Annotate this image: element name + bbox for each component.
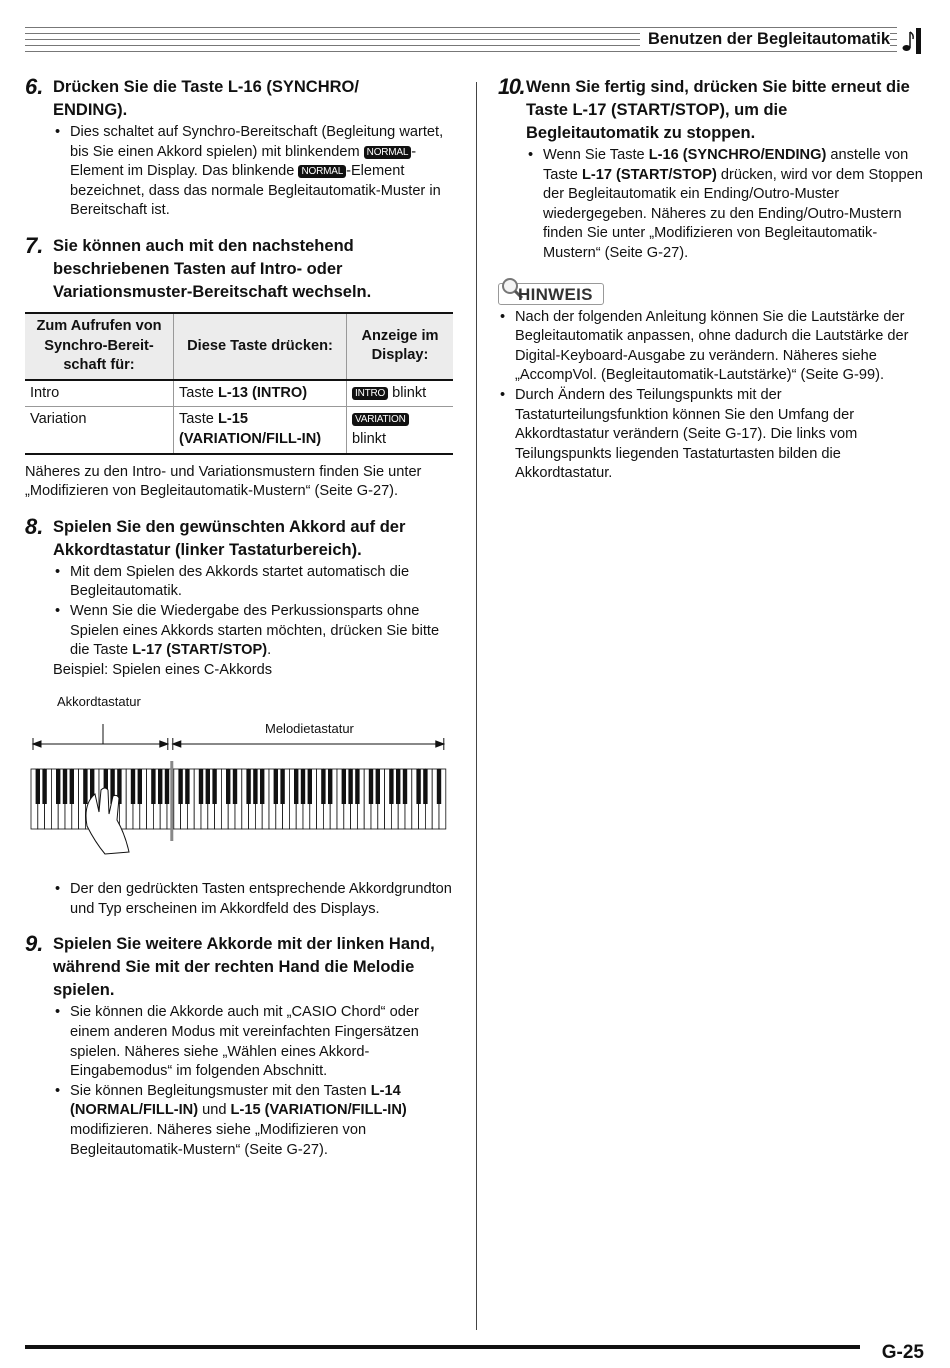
step-8	[25, 513, 455, 681]
list-item: • Der den gedrückten Tasten entsprechende Akkordgrundton und Typ erscheinen im Akkordfeld des Displays.	[53, 880, 455, 919]
black-key	[260, 769, 264, 804]
black-key	[246, 769, 250, 804]
black-key	[199, 769, 203, 804]
intro-variation-note: Näheres zu den Intro- und Variationsmustern finden Sie unter „Modifizieren von Begleitautomatik-Mustern“ (Seite G-27).	[25, 463, 422, 500]
step-number: 7.	[25, 232, 44, 258]
black-key	[280, 769, 284, 804]
step-title: Sie können auch mit den nachstehend beschriebenen Tasten auf Intro- oder Variationsmuster-Bereitschaft wechseln.	[53, 236, 372, 301]
black-key	[131, 769, 135, 804]
black-key	[70, 769, 74, 804]
right-column	[498, 76, 928, 484]
step-number: 9.	[25, 931, 44, 957]
melody-keyboard-label: Melodietastatur	[265, 721, 354, 737]
black-key	[348, 769, 352, 804]
list-item: • Wenn Sie die Wiedergabe des Perkussionsparts ohne Spielen eines Akkords starten möchten, drücken Sie bitte die Taste L-17 (START/STOP).	[53, 602, 455, 661]
table-header: Zum Aufrufen von Synchro-Bereit-schaft für:	[25, 313, 174, 380]
arrow-head	[173, 741, 181, 747]
step-6	[25, 76, 455, 221]
arrow-head	[436, 741, 444, 747]
table-row: Variation Taste L-15 (VARIATION/FILL-IN) VARIATION blinkt	[25, 407, 453, 454]
list-item: • Sie können die Akkorde auch mit „CASIO Chord“ oder einem anderen Modus mit vereinfachten Fingersätzen spielen. Näheres siehe „Wählen eines Akkord-Eingabemodus“ im folgenden Abschnitt.	[53, 1003, 455, 1081]
column-divider	[476, 82, 477, 1330]
table-header: Anzeige im Display:	[347, 313, 454, 380]
black-key	[437, 769, 441, 804]
black-key	[253, 769, 257, 804]
black-key	[178, 769, 182, 804]
step-10	[498, 76, 928, 264]
page-number: G-25	[881, 1342, 924, 1363]
black-key	[321, 769, 325, 804]
black-key	[42, 769, 46, 804]
step-number: 8.	[25, 513, 44, 539]
black-key	[342, 769, 346, 804]
black-key	[165, 769, 169, 804]
step-9	[25, 933, 455, 1160]
black-key	[185, 769, 189, 804]
keyboard-diagram	[25, 694, 455, 879]
step-title: Wenn Sie fertig sind, drücken Sie bitte erneut die Taste L-17 (START/STOP), um die Begleitautomatik zu stoppen.	[526, 78, 910, 142]
step-title: Spielen Sie weitere Akkorde mit der linken Hand, während Sie mit der rechten Hand die Melodie spielen.	[53, 935, 435, 1000]
step-title: Drücken Sie die Taste L-16 (SYNCHRO/ ENDING).	[53, 78, 359, 119]
list-item: • Mit dem Spielen des Akkords startet automatisch die Begleitautomatik.	[53, 563, 455, 602]
black-key	[56, 769, 60, 804]
black-key	[416, 769, 420, 804]
hinweis-label: HINWEIS	[518, 284, 593, 304]
black-key	[233, 769, 237, 804]
black-key	[308, 769, 312, 804]
step-number: 10.	[498, 74, 525, 99]
black-key	[226, 769, 230, 804]
intro-badge: INTRO	[352, 387, 388, 400]
black-key	[328, 769, 332, 804]
list-item: • Dies schaltet auf Synchro-Bereitschaft (Begleitung wartet, bis Sie einen Akkord spielen) mit blinkendem NORMAL -Element im Display. Das blinkende NORMAL -Element bezeichnet, dass das normale Begleitautomatik-Muster in Bereitschaft ist.	[53, 123, 455, 221]
step-number: 6.	[25, 74, 44, 99]
black-key	[212, 769, 216, 804]
arrow-head	[33, 741, 41, 747]
black-key	[158, 769, 162, 804]
chord-keyboard-label: Akkordtastatur	[57, 694, 141, 710]
step-title: Spielen Sie den gewünschten Akkord auf der Akkordtastatur (linker Tastaturbereich).	[53, 517, 406, 559]
left-column	[25, 76, 455, 1160]
black-key	[151, 769, 155, 804]
table-header: Diese Taste drücken:	[174, 313, 347, 380]
synchro-mode-table	[25, 312, 453, 455]
page-header-title: Benutzen der Begleitautomatik	[640, 30, 890, 49]
black-key	[423, 769, 427, 804]
normal-badge: NORMAL	[364, 146, 412, 159]
black-key	[63, 769, 67, 804]
black-key	[274, 769, 278, 804]
variation-badge: VARIATION	[352, 413, 409, 426]
music-note-icon	[898, 28, 922, 56]
list-item: • Wenn Sie Taste L-16 (SYNCHRO/ENDING) anstelle von Taste L-17 (START/STOP) drücken, wird vor dem Stoppen der Begleitautomatik ein Ending/Outro-Muster wiedergegeben. Näheres zu den Ending/Outro-Mustern finden Sie unter „Modifizieren von Begleitautomatik-Mustern“ (Seite G-27).	[526, 146, 928, 264]
black-key	[301, 769, 305, 804]
table-row: Intro Taste L-13 (INTRO) INTRO blinkt	[25, 380, 453, 407]
example-caption: Beispiel: Spielen eines C-Akkords	[53, 661, 273, 678]
black-key	[294, 769, 298, 804]
hinweis-heading	[498, 276, 928, 306]
list-item: • Sie können Begleitungsmuster mit den Tasten L-14 (NORMAL/FILL-IN) und L-15 (VARIATION/FILL-IN) modifizieren. Näheres siehe „Modifizieren von Begleitautomatik-Mustern“ (Seite G-27).	[53, 1082, 455, 1160]
footer-rule	[25, 1345, 860, 1349]
black-key	[403, 769, 407, 804]
black-key	[206, 769, 210, 804]
black-key	[355, 769, 359, 804]
black-key	[83, 769, 87, 804]
step-7	[25, 232, 455, 304]
black-key	[36, 769, 40, 804]
arrow-head	[160, 741, 168, 747]
list-item: • Durch Ändern des Teilungspunkts mit der Tastaturteilungsfunktion können Sie den Umfang der Akkordtastatur verändern (Seite G-17). Die links vom Teilungspunkts liegenden Tastaturtasten bilden die Akkordtastatur.	[498, 386, 928, 484]
black-key	[389, 769, 393, 804]
normal-badge: NORMAL	[298, 165, 346, 178]
list-item: • Nach der folgenden Anleitung können Sie die Lautstärke der Begleitautomatik anpassen, ohne dadurch die Lautstärke der Digital-Keyboard-Ausgabe zu verändern. Näheres siehe „AccompVol. (Begleitautomatik-Lautstärke)“ (Seite G-99).	[498, 308, 928, 386]
keyboard-figure	[25, 724, 455, 874]
black-key	[138, 769, 142, 804]
black-key	[376, 769, 380, 804]
black-key	[396, 769, 400, 804]
black-key	[369, 769, 373, 804]
